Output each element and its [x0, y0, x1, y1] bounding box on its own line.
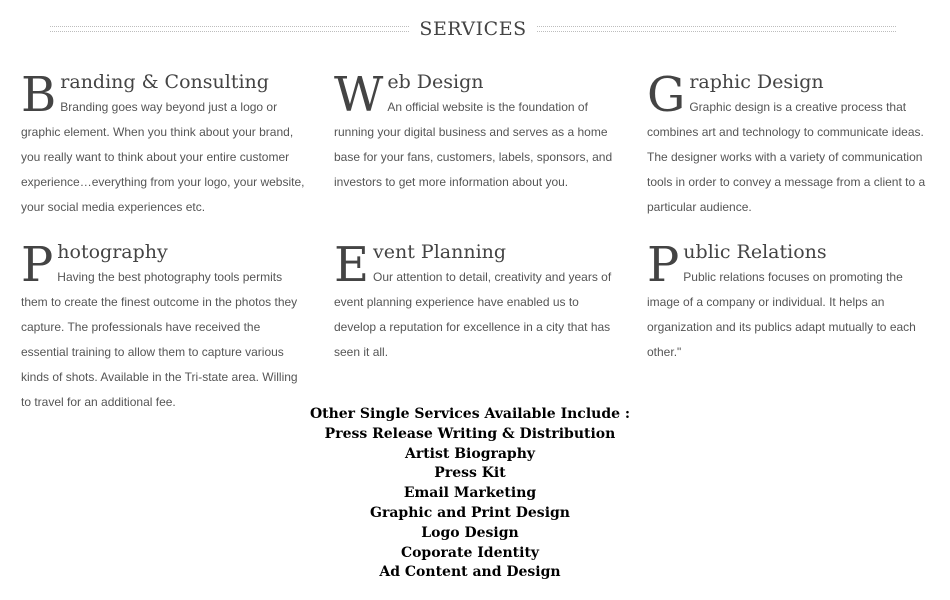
- dropcap: P: [647, 237, 680, 293]
- dropcap: G: [647, 67, 686, 123]
- service-title: ublic Relations: [683, 241, 827, 263]
- service-card-graphic-design: [647, 67, 935, 220]
- other-services-heading: Other Single Services Available Include :: [309, 406, 631, 422]
- service-title: raphic Design: [689, 71, 824, 93]
- service-description: Graphic design is a creative process that combines art and technology to communicate ideas. The designer works with a variety of communication tools in order to convey a message from a client to a particular audience.: [647, 100, 926, 214]
- service-card-branding: [21, 67, 309, 220]
- service-title: hotography: [57, 241, 168, 263]
- service-description: Having the best photography tools permits them to create the finest outcome in the photos they capture. The professionals have received the essential training to allow them to capture various kinds of shots. Available in the Tri-state area. Willing to travel for an additional fee.: [21, 270, 298, 409]
- service-card-photography: [21, 237, 309, 415]
- other-service-item: Press Kit: [434, 465, 506, 482]
- service-card-public-relations: [647, 237, 935, 365]
- service-card-web-design: [334, 67, 622, 195]
- service-title: eb Design: [387, 71, 484, 93]
- service-card-event-planning: [334, 237, 622, 365]
- dropcap: B: [21, 67, 57, 123]
- other-services-list: [290, 405, 650, 583]
- dropcap: W: [334, 67, 384, 123]
- other-service-item: Ad Content and Design: [379, 564, 561, 581]
- other-service-item: Coporate Identity: [400, 544, 540, 561]
- services-header: [50, 14, 896, 44]
- other-service-item: Graphic and Print Design: [370, 504, 570, 521]
- other-service-item: Logo Design: [421, 524, 519, 541]
- service-description: Our attention to detail, creativity and years of event planning experience have enabled us to develop a reputation for excellence in a city that has seen it all.: [334, 270, 612, 359]
- service-title: vent Planning: [373, 241, 507, 263]
- service-title: randing & Consulting: [60, 71, 269, 93]
- service-description: Branding goes way beyond just a logo or graphic element. When you think about your brand, you really want to think about your entire customer experience…everything from your logo, your website, your social media experiences etc.: [21, 100, 305, 214]
- dropcap: P: [21, 237, 54, 293]
- service-description: Public relations focuses on promoting the image of a company or individual. It helps an organization and its publics adapt mutually to each other.": [647, 270, 916, 359]
- dropcap: E: [334, 237, 370, 293]
- service-description: An official website is the foundation of running your digital business and serves as a home base for your fans, customers, labels, sponsors, and investors to get more information about you.: [334, 100, 613, 189]
- header-rule-right: [537, 26, 896, 32]
- other-service-item: Artist Biography: [404, 445, 536, 462]
- header-rule-left: [50, 26, 409, 32]
- other-service-item: Email Marketing: [403, 485, 537, 502]
- page-title: SERVICES: [419, 18, 527, 40]
- other-service-item: Press Release Writing & Distribution: [324, 425, 616, 442]
